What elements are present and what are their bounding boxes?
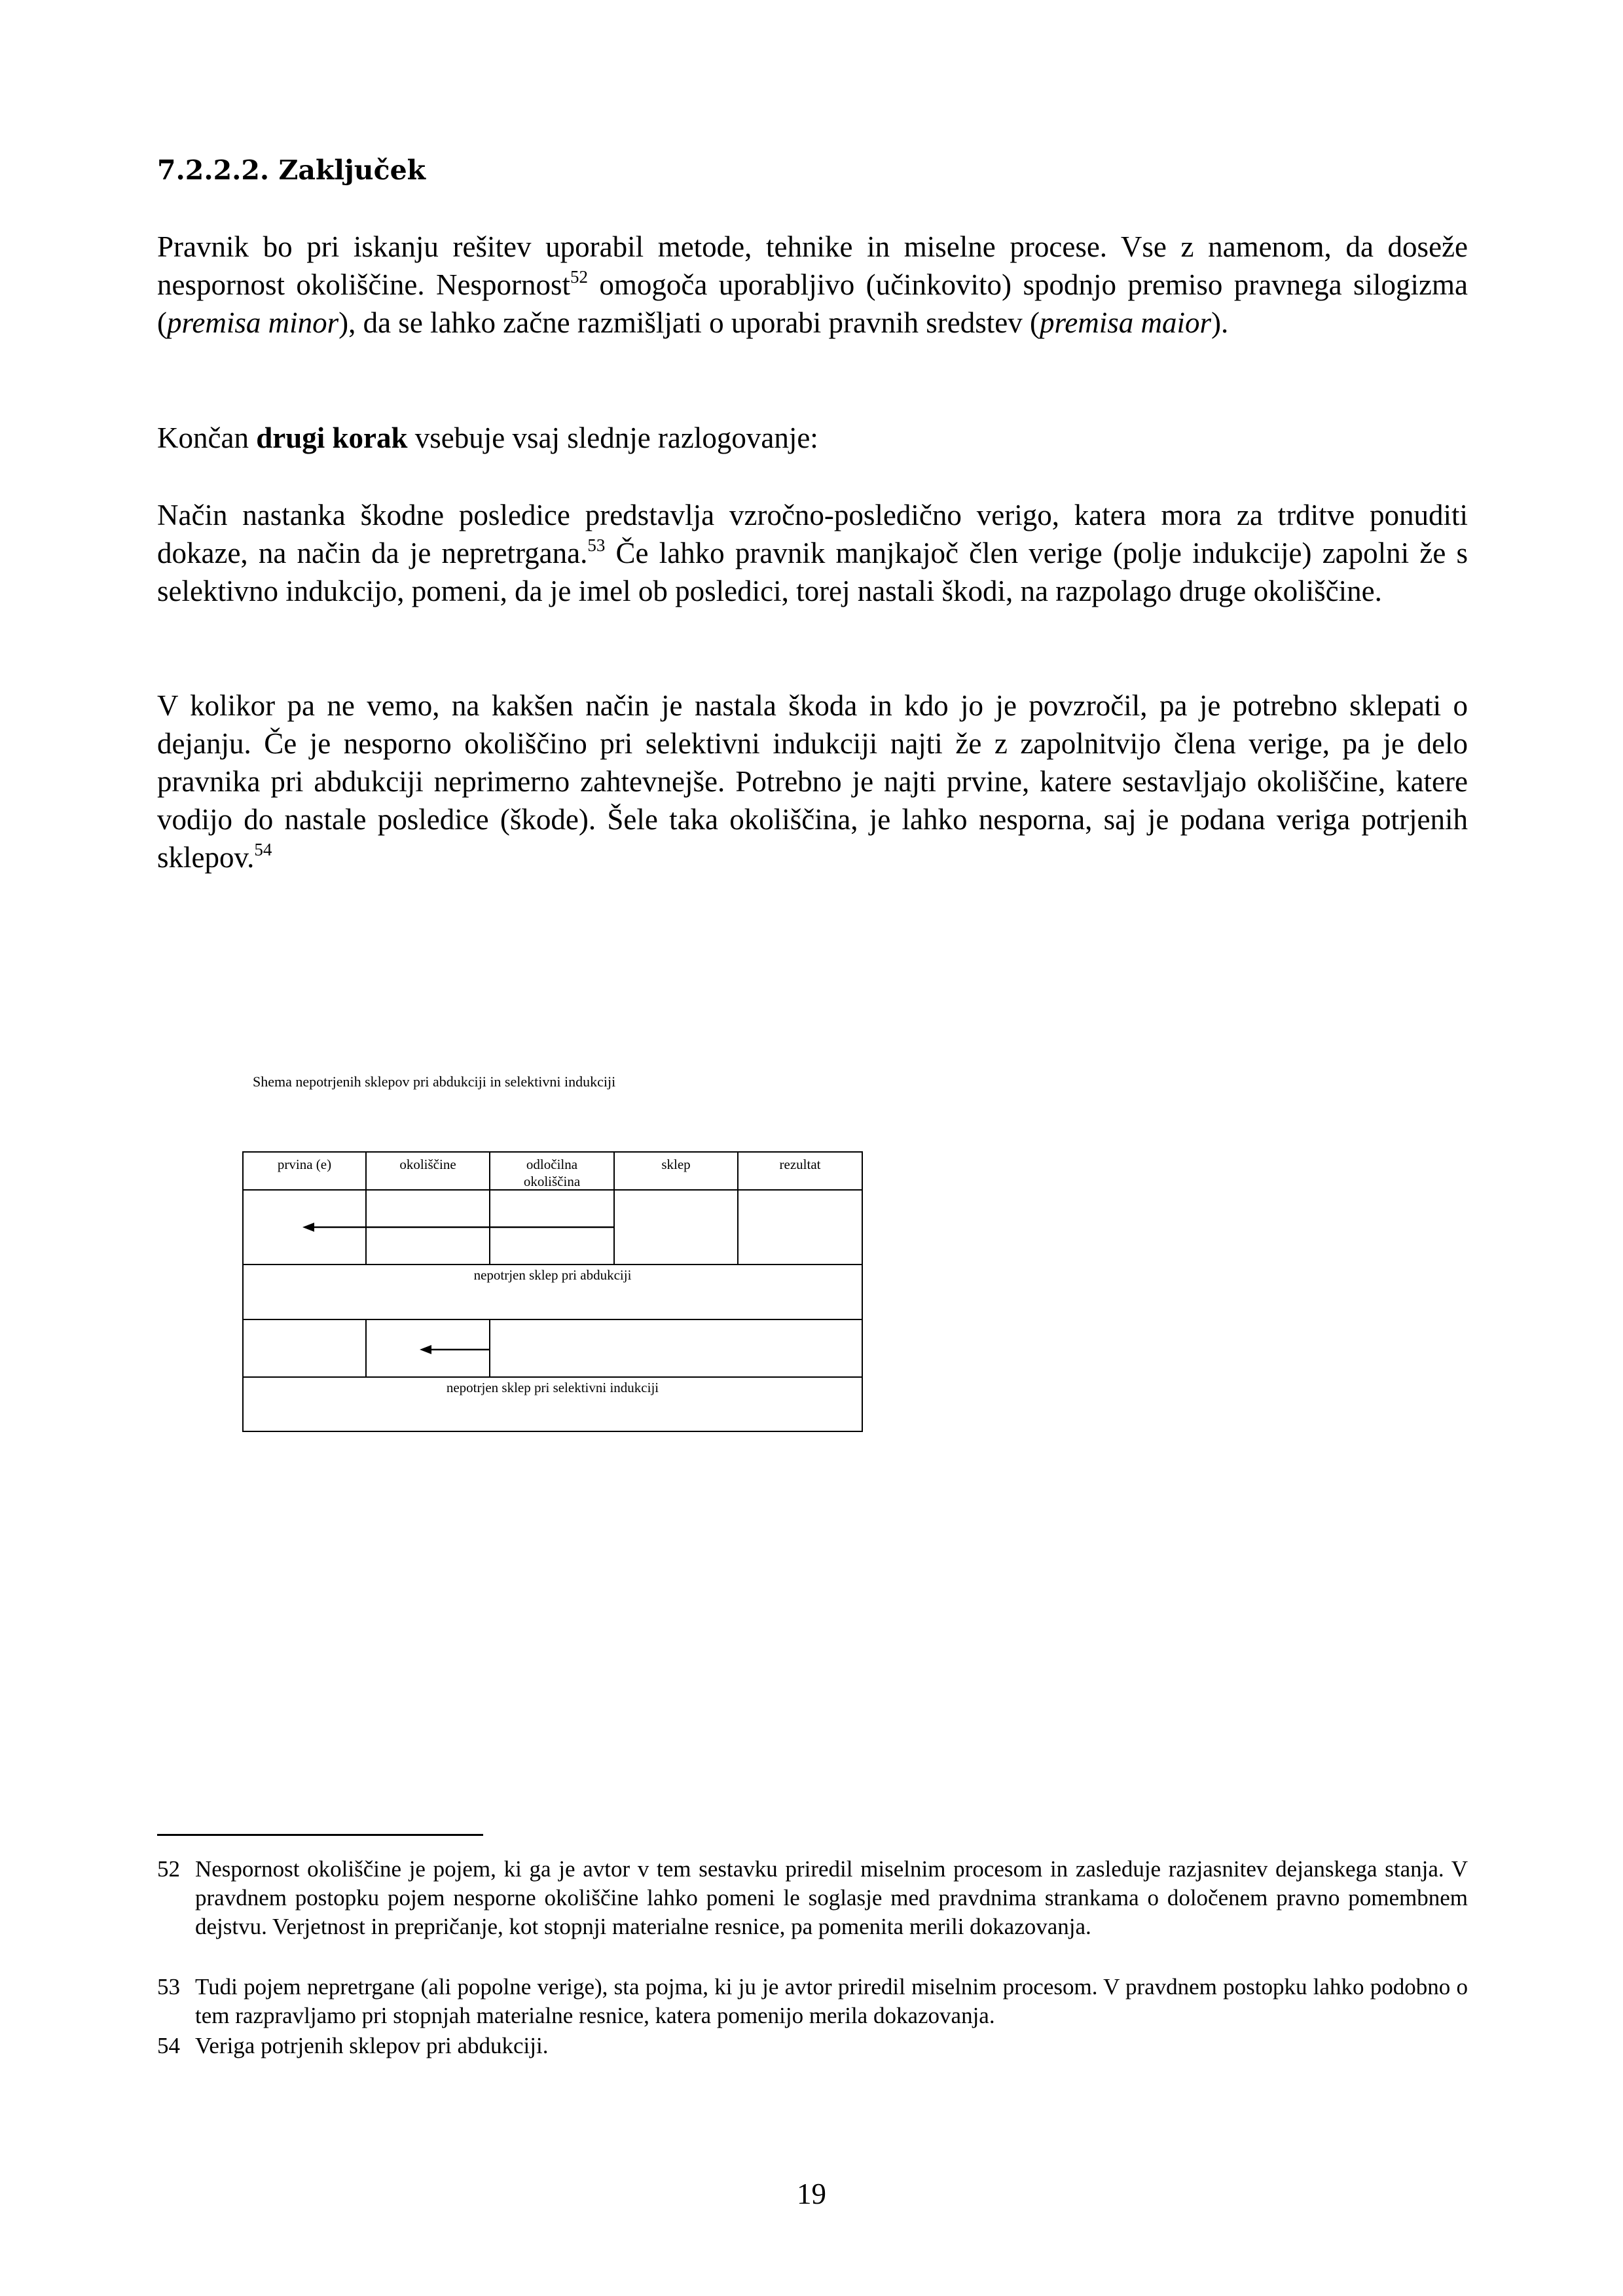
footnote-separator xyxy=(157,1834,483,1836)
diagram-title: Shema nepotrjenih sklepov pri abdukciji in selektivni indukciji xyxy=(253,1073,616,1090)
page-number: 19 xyxy=(797,2178,826,2210)
paragraph-second-step: Končan drugi korak vsebuje vsaj slednje razlogovanje: xyxy=(157,422,818,454)
diagram-header-result: rezultat xyxy=(779,1157,821,1172)
diagram-row-label-abduction: nepotrjen sklep pri abdukciji xyxy=(473,1267,632,1283)
footnote-52: 52 Nespornost okoliščine je pojem, ki ga je avtor v tem sestavku priredil miselnim procesom in zasleduje razjasnitev dejanskega stanja. V pravdnem postopku pojem nesporne okoliščine lahko pomeni le soglasje med pravdnima strankama o določenem pravno pomembnem dejstvu. Verjetnost in prepričanje, kot stopnji materialne resnice, pa pomenita merili dokazovanja. xyxy=(157,1856,1468,1939)
paragraph-conclusion: Pravnik bo pri iskanju rešitev uporabil metode, tehnike in miselne procese. Vse z namenom, da doseže nespornost okoliščine. Nespornost$^{52}$ omogoča uporabljivo (učinkovito) spodnjo premiso pravnega silogizma (premisa minor), da se lahko začne razmišljati o uporabi pravnih sredstev (premisa maior). xyxy=(157,230,1468,339)
diagram-header-circumstances: okoliščine xyxy=(399,1157,456,1172)
footnote-53: 53 Tudi pojem nepretrgane (ali popolne verige), sta pojma, ki ju je avtor priredil miselnim procesom. V pravdnem postopku lahko podobno o tem razpravljamo pri stopnjah materialne resnice, katera pomenijo merila dokazovanja. xyxy=(157,1974,1468,2028)
footnote-ref-53[interactable]: 53 xyxy=(587,535,606,555)
diagram-header-conclusion: sklep xyxy=(661,1157,691,1172)
arrow-abduction xyxy=(302,1223,614,1232)
footnote-ref-52[interactable]: 52 xyxy=(570,267,588,287)
footnote-54: 54 Veriga potrjenih sklepov pri abdukciji. xyxy=(157,2033,549,2058)
diagram-header-decisive-circumstance: odločilna okoliščina xyxy=(523,1157,581,1189)
arrow-selective-induction xyxy=(420,1345,490,1354)
paragraph-abduction: V kolikor pa ne vemo, na kakšen način je nastala škoda in kdo jo je povzročil, pa je potrebno sklepati o dejanju. Če je nesporno okoliščino pri selektivni indukciji najti že z zapolnitvijo člena verige, pa je delo pravnika pri abdukciji neprimerno zahtevnejše. Potrebno je najti prvine, katere sestavljajo okoliščine, katere vodijo do nastale posledice (škode). Šele taka okoliščina, je lahko nesporna, saj je podana veriga potrjenih sklepov.$^{54}$ xyxy=(157,689,1468,874)
diagram-row-label-selective-induction: nepotrjen sklep pri selektivni indukciji xyxy=(446,1380,659,1395)
paragraph-causal-chain: Način nastanka škodne posledice predstavlja vzročno-posledično verigo, katera mora za trditve ponuditi dokaze, na način da je nepretrgana.$^{53}$ Če lahko pravnik manjkajoč člen verige (polje indukcije) zapolni že s selektivno indukcijo, pomeni, da je imel ob posledici, torej nastali škodi, na razpolago druge okoliščine. xyxy=(157,499,1468,607)
section-heading: 7.2.2.2. Zaključek xyxy=(157,154,426,186)
diagram-header-elements: prvina (e) xyxy=(277,1157,332,1172)
footnote-ref-54[interactable]: 54 xyxy=(254,840,272,859)
